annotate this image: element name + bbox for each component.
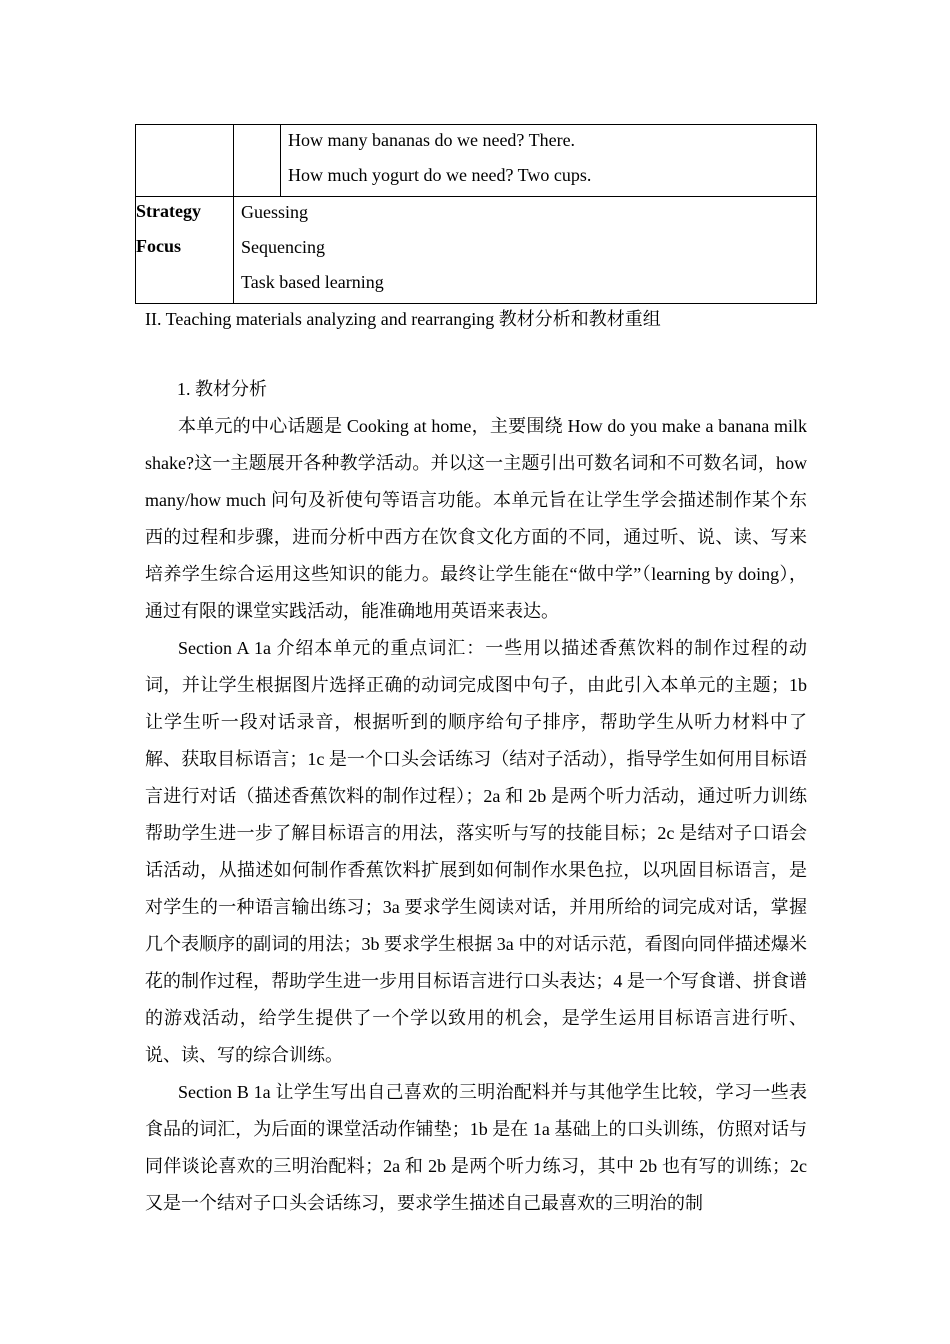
strategy-focus-content (234, 197, 817, 304)
paragraph: Section A 1a 介绍本单元的重点词汇：一些用以描述香蕉饮料的制作过程的动词，并让学生根据图片选择正确的动词完成图中句子，由此引入本单元的主题；1b 让学生听一段对话录音，根据听到的顺序给句子排序，帮助学生从听力材料中了解、获取目标语言；1c 是一个口头会话练习（结对子活动），指导学生如何用目标语言进行对话（描述香蕉饮料的制作过程）；2a 和 2b 是两个听力活动，通过听力训练帮助学生进一步了解目标语言的用法，落实听与写的技能目标；2c 是结对子口语会话活动，从描述如何制作香蕉饮料扩展到如何制作水果色拉，以巩固目标语言，是对学生的一种语言输出练习；3a 要求学生阅读对话，并用所给的词完成对话，掌握几个表顺序的副词的用法；3b 要求学生根据 3a 中的对话示范，看图向同伴描述爆米花的制作过程，帮助学生进一步用目标语言进行口头表达；4 是一个写食谱、拼食谱的游戏活动，给学生提供了一个学以致用的机会，是学生运用目标语言进行听、说、读、写的综合训练。 (145, 638, 807, 1065)
strategy-item: Sequencing (241, 237, 325, 257)
subsection-heading: 1. 教材分析 (177, 379, 267, 399)
table-sublabel-cell (234, 125, 281, 197)
table-row (136, 125, 817, 197)
label-line: Strategy (136, 201, 201, 221)
language-goal-line: How many bananas do we need? There. (288, 130, 576, 150)
lesson-plan-table (135, 124, 817, 304)
paragraph: 本单元的中心话题是 Cooking at home，主要围绕 How do you make a banana milk shake?这一主题展开各种教学活动。并以这一主题引出可数名词和不可数名词，how many/how much 问句及祈使句等语言功能。本单元旨在让学生学会描述制作某个东西的过程和步骤，进而分析中西方在饮食文化方面的不同，通过听、说、读、写来培养学生综合运用这些知识的能力。最终让学生能在“做中学”（learning by doing），通过有限的课堂实践活动，能准确地用英语来表达。 (145, 416, 807, 621)
body-text (145, 408, 807, 1222)
strategy-item: Guessing (241, 202, 308, 222)
strategy-focus-label (136, 197, 234, 304)
table-row (136, 197, 817, 304)
section-heading: II. Teaching materials analyzing and rearranging 教材分析和教材重组 (145, 309, 661, 329)
table-label-cell (136, 125, 234, 197)
label-line: Focus (136, 236, 181, 256)
language-goal-line: How much yogurt do we need? Two cups. (288, 165, 592, 185)
table-content-cell (281, 125, 817, 197)
paragraph: Section B 1a 让学生写出自己喜欢的三明治配料并与其他学生比较，学习一些表食品的词汇，为后面的课堂活动作铺垫；1b 是在 1a 基础上的口头训练，仿照对话与同伴谈论喜欢的三明治配料；2a 和 2b 是两个听力练习，其中 2b 也有写的训练；2c 又是一个结对子口头会话练习，要求学生描述自己最喜欢的三明治的制 (145, 1082, 807, 1213)
strategy-item: Task based learning (241, 272, 384, 292)
